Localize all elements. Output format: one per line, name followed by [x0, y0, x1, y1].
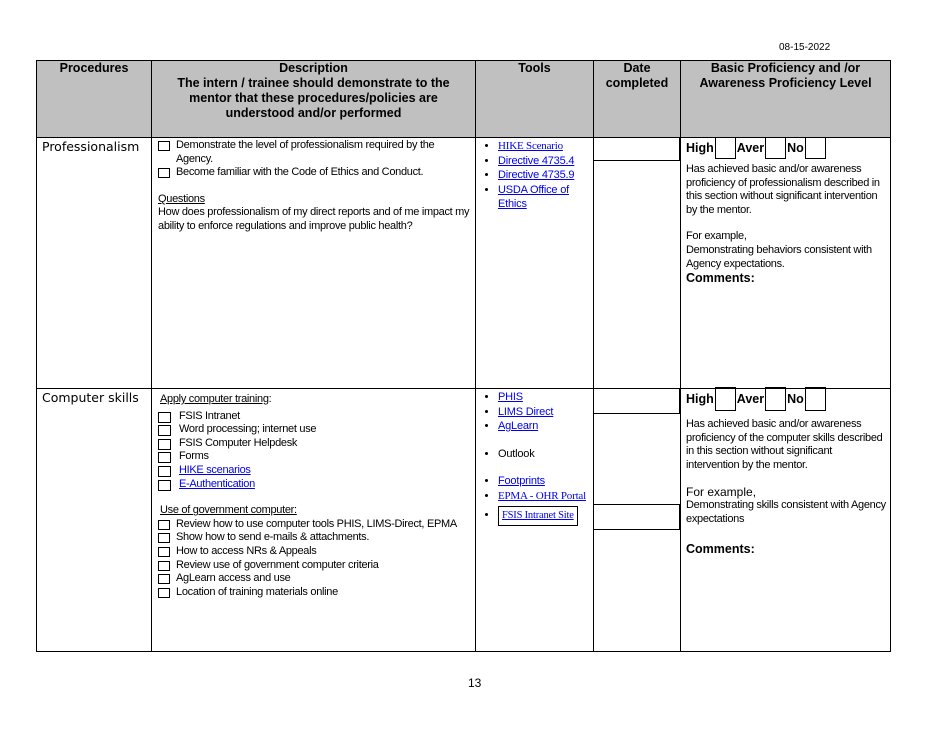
phis-link[interactable]: PHIS	[498, 391, 523, 403]
rating-average-box[interactable]	[765, 137, 786, 159]
list-item	[498, 183, 593, 212]
checklist-item-label: Word processing; internet use	[179, 423, 317, 436]
example-label: For example,	[686, 230, 747, 243]
checkbox[interactable]	[158, 168, 170, 178]
checklist-item	[158, 559, 471, 573]
document-date: 08-15-2022	[779, 42, 831, 53]
list-item	[498, 419, 593, 434]
apply-training-heading: Apply computer training:	[160, 393, 272, 405]
hike-scenario-link[interactable]: HIKE Scenario	[498, 140, 563, 152]
checklist-item	[158, 518, 471, 532]
proficiency-text: Has achieved basic and/or awareness proficiency of the computer skills described in this section without significant intervention by the mentor.	[686, 418, 883, 471]
questions-text: How does professionalism of my direct reports and of me impact my ability to enforce regulations and improve public health?	[158, 206, 470, 232]
outlook-label: Outlook	[498, 447, 535, 460]
rating-high-label: High	[686, 392, 714, 406]
description-cell	[152, 389, 476, 652]
example-text: Demonstrating skills consistent with Agency expectations	[686, 499, 886, 525]
checkbox[interactable]	[158, 533, 170, 543]
list-item	[498, 139, 593, 154]
list-item	[498, 474, 593, 489]
checklist-item	[158, 423, 471, 437]
date-completed-cell	[594, 389, 681, 652]
rating-no-box[interactable]	[805, 137, 826, 159]
proficiency-header: Basic Proficiency and /or Awareness Proficiency Level	[681, 61, 891, 138]
comments-label: Comments:	[686, 271, 755, 286]
checklist-item	[158, 410, 471, 424]
directive-4735-4-link[interactable]: Directive 4735.4	[498, 154, 575, 167]
checklist-item-label: Show how to send e-mails & attachments.	[176, 531, 370, 544]
example-label: For example,	[686, 485, 757, 500]
checkbox[interactable]	[158, 480, 171, 491]
aglearn-link[interactable]: AgLearn	[498, 420, 539, 432]
checkbox[interactable]	[158, 466, 171, 477]
hike-scenarios-link[interactable]: HIKE scenarios	[179, 463, 251, 476]
description-title: Description	[279, 61, 348, 75]
checklist-item	[158, 139, 471, 166]
tools-cell	[476, 138, 594, 389]
rating-high-label: High	[686, 141, 714, 155]
checklist-item-label: Location of training materials online	[176, 585, 338, 598]
list-item	[498, 489, 593, 504]
checkbox[interactable]	[158, 547, 170, 557]
date-completed-cell	[594, 138, 681, 389]
rating-high-box[interactable]	[715, 137, 736, 159]
checklist-item-label: Review use of government computer criteria	[176, 558, 379, 571]
checkbox[interactable]	[158, 574, 170, 584]
checklist-item-label: FSIS Computer Helpdesk	[179, 436, 298, 449]
checklist-item-label: How to access NRs & Appeals	[176, 544, 317, 557]
footprints-link[interactable]: Footprints	[498, 475, 545, 487]
fsis-intranet-link[interactable]: FSIS Intranet Site	[502, 510, 574, 521]
procedure-name: Computer skills	[42, 390, 139, 405]
checklist-item	[158, 545, 471, 559]
comments-label: Comments:	[686, 541, 755, 556]
checkbox[interactable]	[158, 439, 171, 450]
list-item	[498, 168, 593, 183]
date-input-box[interactable]	[593, 388, 680, 414]
checklist-item-label: Demonstrate the level of professionalism required by the Agency.	[176, 139, 435, 165]
checkbox[interactable]	[158, 520, 170, 530]
table-header-row	[37, 61, 891, 138]
proficiency-text: Has achieved basic and/or awareness proficiency of professionalism described in this section without significant intervention by the mentor.	[686, 163, 880, 216]
rating-average-label: Aver	[736, 392, 765, 406]
rating-no-box[interactable]	[805, 387, 826, 411]
page-number: 13	[468, 676, 482, 690]
rating-boxes	[686, 137, 886, 159]
checkbox[interactable]	[158, 588, 170, 598]
checkbox[interactable]	[158, 425, 171, 436]
epma-ohr-portal-link[interactable]: EPMA - OHR Portal	[498, 489, 586, 502]
table-row	[37, 389, 891, 652]
rating-average-box[interactable]	[765, 387, 786, 411]
description-subtitle: The intern / trainee should demonstrate to the mentor that these procedures/policies are understood and/or performed	[177, 76, 450, 120]
procedure-name: Professionalism	[42, 139, 140, 154]
e-authentication-link[interactable]: E-Authentication	[179, 477, 255, 490]
date-completed-header: Date completed	[594, 61, 681, 138]
checklist-item-label: Forms	[179, 450, 209, 463]
checklist-item	[158, 531, 471, 545]
checkbox[interactable]	[158, 141, 170, 151]
checklist-item-label: Review how to use computer tools PHIS, LIMS-Direct, EPMA	[176, 517, 457, 530]
questions-label: Questions	[158, 192, 205, 205]
checkbox[interactable]	[158, 561, 170, 571]
procedure-cell	[37, 389, 152, 652]
list-item	[498, 506, 593, 526]
checklist-item	[158, 450, 471, 464]
rating-average-label: Aver	[736, 141, 765, 155]
example-text: Demonstrating behaviors consistent with Agency expectations.	[686, 243, 872, 270]
checklist-item	[158, 572, 471, 586]
directive-4735-9-link[interactable]: Directive 4735.9	[498, 169, 575, 181]
rating-no-label: No	[787, 141, 804, 155]
tools-list	[476, 390, 593, 526]
checkbox[interactable]	[158, 412, 171, 423]
checkbox[interactable]	[158, 452, 171, 463]
checklist-item	[158, 464, 471, 478]
checklist-item	[158, 478, 471, 492]
table-row	[37, 138, 891, 389]
checklist-item-label: AgLearn access and use	[176, 572, 291, 585]
training-table	[36, 60, 891, 652]
rating-no-label: No	[787, 392, 804, 406]
date-input-box[interactable]	[593, 137, 680, 161]
checklist-item	[158, 437, 471, 451]
tools-header: Tools	[476, 61, 594, 138]
usda-ethics-link[interactable]: USDA Office of Ethics	[498, 183, 569, 210]
checklist-item-label: Become familiar with the Code of Ethics and Conduct.	[176, 166, 424, 179]
proficiency-cell	[681, 389, 891, 652]
lims-direct-link[interactable]: LIMS Direct	[498, 405, 554, 418]
rating-high-box[interactable]	[715, 387, 736, 411]
checklist-item	[158, 586, 471, 600]
tools-list	[476, 139, 593, 212]
list-item	[498, 154, 593, 169]
tools-cell	[476, 389, 594, 652]
rating-boxes	[686, 387, 886, 411]
date-input-box[interactable]	[593, 504, 680, 530]
fsis-intranet-box	[498, 506, 578, 526]
checklist-item-label: FSIS Intranet	[179, 409, 240, 422]
procedures-header: Procedures	[37, 61, 152, 138]
list-item	[498, 390, 593, 405]
gov-computer-heading: Use of government computer:	[160, 504, 297, 517]
description-cell	[152, 138, 476, 389]
description-header	[152, 61, 476, 138]
checklist-item	[158, 166, 471, 180]
list-item	[498, 405, 593, 420]
proficiency-cell	[681, 138, 891, 389]
list-item	[498, 447, 593, 462]
procedure-cell	[37, 138, 152, 389]
